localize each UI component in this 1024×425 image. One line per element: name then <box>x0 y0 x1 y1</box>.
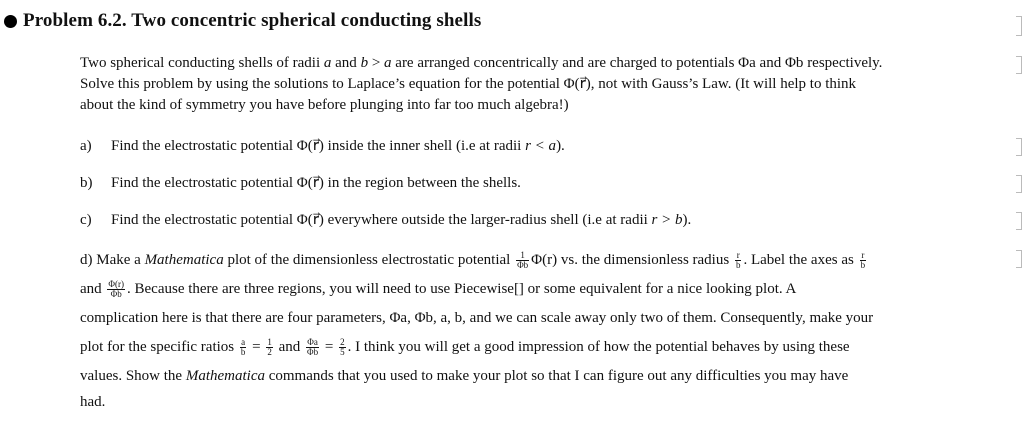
fraction-r-over-b: $\frac{r}{b}$ <box>735 250 741 271</box>
fraction-two-fifths: $\frac{2}{5}$ <box>340 337 345 358</box>
part-c: c) Find the electrostatic potential Φ(r⃗) everywhere outside the larger-radius shell (i.e at radii r > b). <box>80 212 692 228</box>
part-d-line-2: and $\frac{\Phi(r)}{\Phi b}$ . Because there are three regions, you will need to use Piecewise[] or some equivalent for a nice looking plot. A <box>80 279 797 300</box>
problem-heading <box>4 10 481 32</box>
part-d-line-4: plot for the specific ratios $\frac{a}{b}$ = $\frac{1}{2}$ and $\frac{\Phi a}{\Phi b}$ = $\frac{2}{5}$ . I think you will get a good impression of how the potential behaves by using these <box>80 337 850 358</box>
fraction-phia-over-phib: $\frac{\Phi a}{\Phi b}$ <box>307 337 319 358</box>
fraction-phir-over-phib: $\frac{\Phi(r)}{\Phi b}$ <box>108 279 124 300</box>
intro-line-1: Two spherical conducting shells of radii a and b > a are arranged concentrically and are charged to potentials Φa and Φb respectively. <box>80 55 883 71</box>
fraction-one-half: $\frac{1}{2}$ <box>267 337 272 358</box>
part-d-line-1: d) Make a Mathematica plot of the dimensionless electrostatic potential $\frac{1}{\Phi b}$ Φ(r) vs. the dimensionless radius $\frac{r}{b}$ . Label the axes as $\frac{r}{b}$ <box>80 250 866 271</box>
margin-bracket <box>1016 250 1022 268</box>
margin-bracket <box>1016 212 1022 230</box>
bullet-icon <box>4 15 17 28</box>
margin-bracket <box>1016 56 1022 74</box>
margin-bracket <box>1016 175 1022 193</box>
fraction-a-over-b: $\frac{a}{b}$ <box>240 337 246 358</box>
part-d-line-6: had. <box>80 394 106 410</box>
fraction-one-over-phib: $\frac{1}{\Phi b}$ <box>517 250 529 271</box>
margin-bracket <box>1016 16 1022 36</box>
problem-title: Problem 6.2. Two concentric spherical conducting shells <box>23 10 482 31</box>
part-d-line-5: values. Show the Mathematica commands that you used to make your plot so that I can figure out any difficulties you may have <box>80 368 849 384</box>
intro-paragraph <box>80 53 1015 116</box>
part-b: b) Find the electrostatic potential Φ(r⃗) in the region between the shells. <box>80 175 521 191</box>
fraction-axis-r-over-b: $\frac{r}{b}$ <box>860 250 866 271</box>
part-d-line-3: complication here is that there are four parameters, Φa, Φb, a, b, and we can scale away only two of them. Consequently, make your <box>80 310 874 326</box>
intro-line-3: about the kind of symmetry you have before plunging into far too much algebra!) <box>80 97 569 113</box>
intro-line-2: Solve this problem by using the solutions to Laplace’s equation for the potential Φ(r⃗), not with Gauss’s Law. (It will help to think <box>80 76 857 92</box>
part-a: a) Find the electrostatic potential Φ(r⃗) inside the inner shell (i.e at radii r < a). <box>80 138 565 154</box>
margin-bracket <box>1016 138 1022 156</box>
part-d <box>80 246 1015 413</box>
